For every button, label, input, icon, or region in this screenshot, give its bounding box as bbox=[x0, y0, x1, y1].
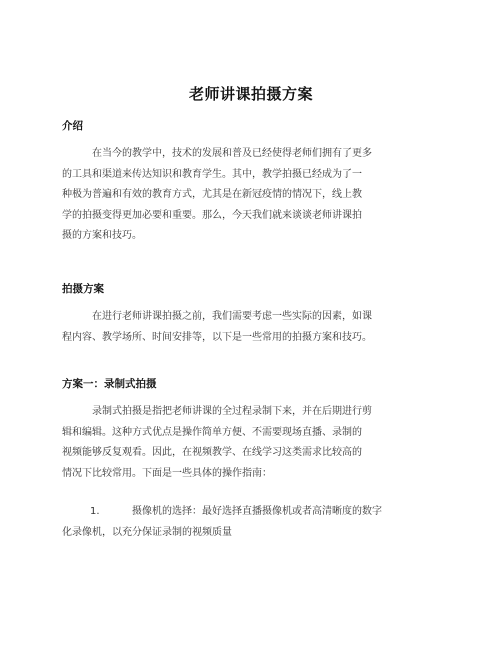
paragraph-line: 视频能够反复观看。因此，在视频教学、在线学习这类需求比较高的 bbox=[62, 447, 362, 459]
paragraph-line: 录制式拍摄是指把老师讲课的全过程录制下来，并在后期进行剪 bbox=[92, 406, 372, 417]
paragraph-line: 情况下比较常用。下面是一些具体的操作指南： bbox=[62, 467, 272, 479]
paragraph-line: 学的拍摄变得更加必要和重要。那么，今天我们就来谈谈老师讲课拍 bbox=[62, 209, 362, 221]
section-paragraph-intro bbox=[62, 144, 442, 247]
paragraph-line: 的工具和渠道来传达知识和教育学生。其中，教学拍摄已经成为了一 bbox=[62, 168, 362, 180]
document-title: 老师讲课拍摄方案 bbox=[188, 85, 313, 103]
section-heading-plan: 拍摄方案 bbox=[62, 283, 104, 295]
paragraph-line: 在进行老师讲课拍摄之前，我们需要考虑一些实际的因素，如课 bbox=[92, 311, 372, 322]
paragraph-line: 摄的方案和技巧。 bbox=[62, 230, 142, 242]
section-paragraph-recording bbox=[62, 402, 442, 484]
list-item-text: 摄像机的选择：最好选择直播摄像机或者高清晰度的数字 bbox=[132, 506, 382, 517]
list-item bbox=[62, 502, 442, 543]
section-heading-recording: 方案一：录制式拍摄 bbox=[62, 378, 157, 390]
section-paragraph-plan bbox=[62, 307, 442, 348]
list-item-continuation: 化录像机，以充分保证录制的视频质量 bbox=[62, 526, 232, 538]
section-heading-intro: 介绍 bbox=[62, 120, 83, 132]
paragraph-line: 辑和编辑。这种方式优点是操作简单方便、不需要现场直播、录制的 bbox=[62, 426, 362, 438]
paragraph-line: 在当今的教学中，技术的发展和普及已经使得老师们拥有了更多 bbox=[92, 148, 372, 159]
paragraph-line: 种极为普遍和有效的教育方式，尤其是在新冠疫情的情况下，线上教 bbox=[62, 189, 362, 201]
list-item-number: 1. bbox=[90, 506, 100, 517]
paragraph-line: 程内容、教学场所、时间安排等，以下是一些常用的拍摄方案和技巧。 bbox=[62, 331, 372, 343]
